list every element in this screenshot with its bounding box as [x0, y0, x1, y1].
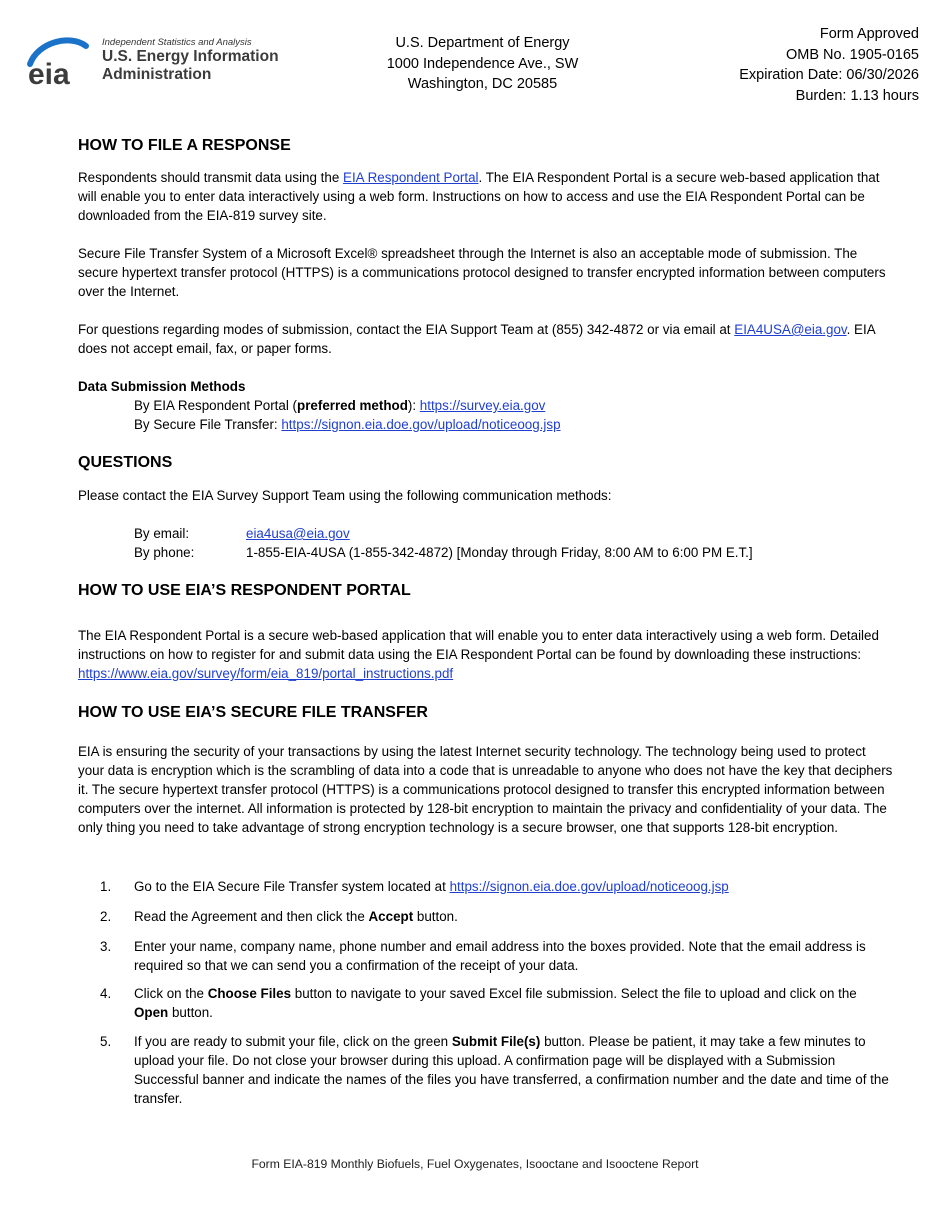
- submission-method-sft: By Secure File Transfer: https://signon.eia.doe.gov/upload/noticeoog.jsp: [134, 417, 561, 432]
- eia-logo: [24, 34, 294, 90]
- how-to-file-paragraph-2: Secure File Transfer System of a Microsoft Excel® spreadsheet through the Internet is also an acceptable mode of submission. The secure hypertext transfer protocol (HTTPS) is a communications protocol designed to transfer encrypted information between computers over the Internet.: [78, 246, 886, 299]
- secure-file-transfer-heading: HOW TO USE EIA’S SECURE FILE TRANSFER: [78, 704, 428, 721]
- sft-steps-list: [78, 877, 893, 1108]
- department-address: U.S. Department of Energy 1000 Independence Ave., SW Washington, DC 20585: [386, 35, 579, 92]
- contact-phone-value: 1-855-EIA-4USA (1-855-342-4872) [Monday through Friday, 8:00 AM to 6:00 PM E.T.]: [246, 545, 753, 560]
- logo-agency-name: U.S. Energy Information Administration: [102, 48, 279, 83]
- sft-step-1: 1. Go to the EIA Secure File Transfer system located at https://signon.eia.doe.gov/upload/noticeoog.jsp: [100, 879, 729, 894]
- sft-step-3: 3. Enter your name, company name, phone number and email address into the boxes provided. Note that the email address is required so that we can send you a confirmation of the receipt of your data.: [100, 939, 866, 973]
- respondent-portal-text: The EIA Respondent Portal is a secure web-based application that will enable you to enter data interactively using a web form. Detailed instructions on how to register for and submit data using the EIA Respondent Portal can be found by downloading these instructions: https://www.eia.gov/survey/form/eia_819/portal_instructions.pdf: [78, 628, 879, 681]
- portal-instructions-link[interactable]: https://www.eia.gov/survey/form/eia_819/portal_instructions.pdf: [78, 666, 454, 681]
- contact-phone-row: By phone: 1-855-EIA-4USA (1-855-342-4872) [Monday through Friday, 8:00 AM to 6:00 PM E.T.]: [134, 545, 753, 560]
- secure-file-transfer-link[interactable]: https://signon.eia.doe.gov/upload/noticeoog.jsp: [281, 417, 561, 432]
- sft-step-5: 5. If you are ready to submit your file, click on the green Submit File(s) button. Please be patient, it may take a few minutes to upload your file. Do not close your browser during this upload. A confirmation page will be displayed with a Submission Successful banner and indicate the names of the files you have transferred, a confirmation number and the date and time of the transfer.: [100, 1034, 889, 1106]
- form-footer: Form EIA-819 Monthly Biofuels, Fuel Oxygenates, Isooctane and Isooctene Report: [251, 1157, 699, 1171]
- how-to-file-section: [78, 168, 893, 434]
- how-to-file-paragraph-3: For questions regarding modes of submission, contact the EIA Support Team at (855) 342-4872 or via email at EIA4USA@eia.gov. EIA does not accept email, fax, or paper forms.: [78, 322, 875, 356]
- logo-tagline: Independent Statistics and Analysis: [102, 37, 252, 48]
- survey-portal-link[interactable]: https://survey.eia.gov: [419, 398, 546, 413]
- respondent-portal-link[interactable]: EIA Respondent Portal: [343, 170, 479, 185]
- respondent-portal-heading: HOW TO USE EIA’S RESPONDENT PORTAL: [78, 582, 411, 599]
- how-to-file-paragraph-1: Respondents should transmit data using the EIA Respondent Portal. The EIA Respondent Portal is a secure web-based application that will enable you to enter data interactively using a web form. Instructions on how to access and use the EIA Respondent Portal can be downloaded from the EIA-819 survey site.: [78, 170, 880, 223]
- sft-step-2: 2. Read the Agreement and then click the Accept button.: [100, 909, 458, 924]
- how-to-file-heading: HOW TO FILE A RESPONSE: [78, 137, 291, 154]
- sft-step-1-link[interactable]: https://signon.eia.doe.gov/upload/noticeoog.jsp: [449, 879, 729, 894]
- submission-methods-heading: Data Submission Methods: [78, 379, 246, 394]
- questions-section: [78, 486, 893, 562]
- respondent-portal-section: [78, 626, 893, 683]
- contact-methods: [78, 524, 893, 562]
- form-approval-block: Form Approved OMB No. 1905-0165 Expiration Date: 06/30/2026 Burden: 1.13 hours: [739, 26, 919, 104]
- sft-step-4: 4. Click on the Choose Files button to navigate to your saved Excel file submission. Select the file to upload and click on the Open button.: [100, 986, 857, 1020]
- eia-logo-mark-icon: [24, 34, 100, 90]
- support-email-link[interactable]: EIA4USA@eia.gov: [734, 322, 847, 337]
- svg-text:eia: eia: [28, 58, 70, 90]
- secure-file-transfer-section: [78, 742, 893, 837]
- contact-email-link[interactable]: eia4usa@eia.gov: [246, 526, 350, 541]
- contact-email-row: By email: eia4usa@eia.gov: [134, 526, 350, 541]
- submission-method-portal: By EIA Respondent Portal (preferred method): https://survey.eia.gov: [134, 398, 546, 413]
- questions-intro: Please contact the EIA Survey Support Team using the following communication methods:: [78, 488, 612, 503]
- questions-heading: QUESTIONS: [78, 454, 173, 471]
- secure-file-transfer-intro: EIA is ensuring the security of your transactions by using the latest Internet security technology. The technology being used to protect your data is encryption which is the scrambling of data into a code that is unreadable to anyone who does not have the key that deciphers it. The secure hypertext transfer protocol (HTTPS) is a communications protocol designed to transfer this encrypted information between computers over the internet. All information is protected by 128-bit encryption to maintain the privacy and confidentiality of your data. The only thing you need to take advantage of strong encryption technology is a secure browser, one that supports 128-bit encryption.: [78, 744, 893, 835]
